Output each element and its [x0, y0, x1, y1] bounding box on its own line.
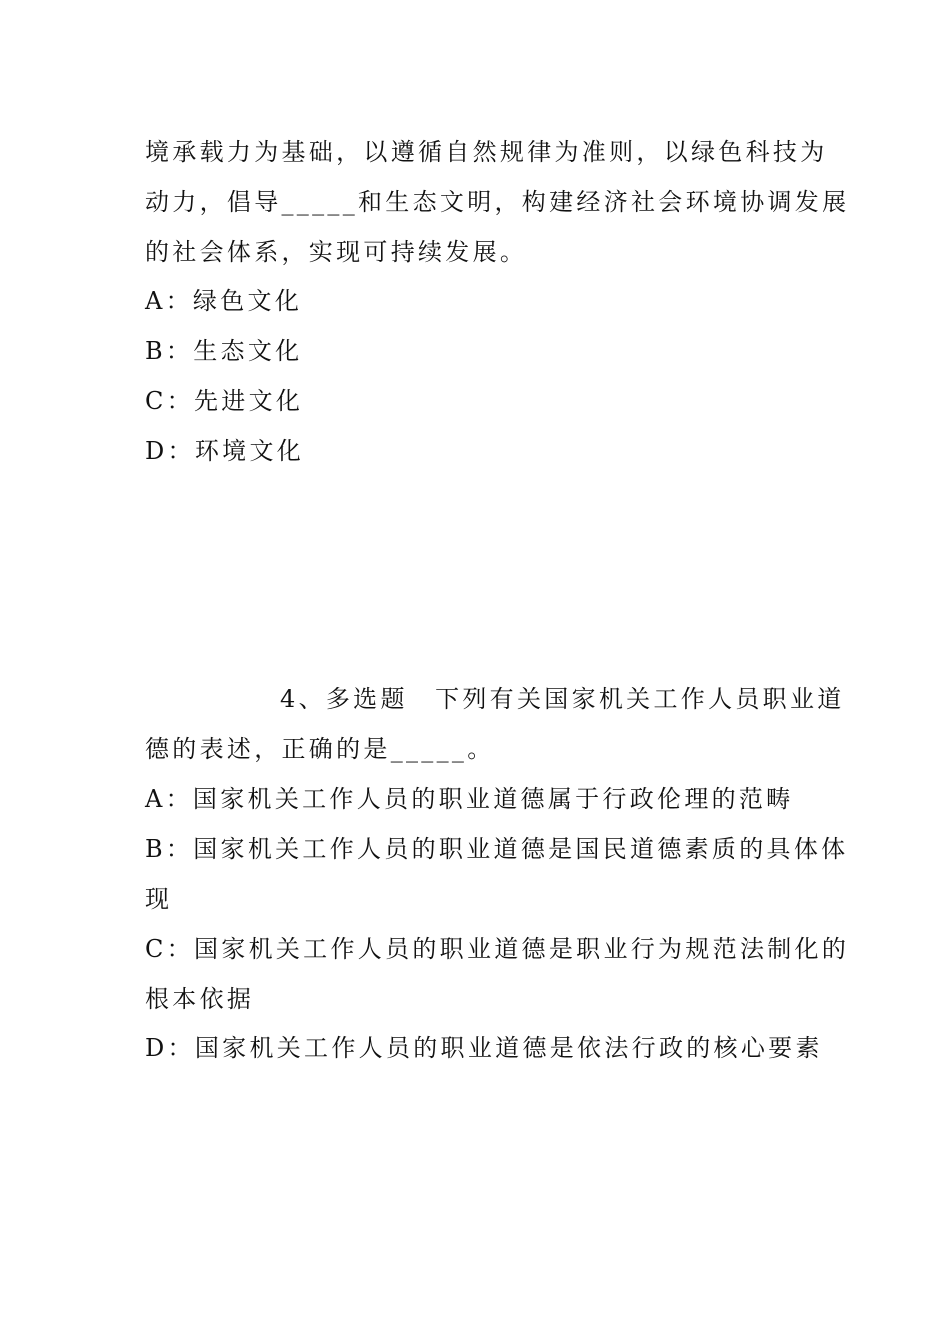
- q4-option-b-line-2: 现: [145, 885, 173, 913]
- q3-stem-line-3: 的社会体系，实现可持续发展。: [145, 238, 528, 266]
- q4-header: 4、多选题 下列有关国家机关工作人员职业道: [280, 685, 845, 713]
- q4-option-c-line-1: C：国家机关工作人员的职业道德是职业行为规范法制化的: [145, 935, 850, 963]
- q3-stem-line-1: 境承载力为基础，以遵循自然规律为准则，以绿色科技为: [145, 138, 828, 166]
- q4-option-c-line-2: 根本依据: [145, 985, 255, 1013]
- q4-option-a: A：国家机关工作人员的职业道德属于行政伦理的范畴: [145, 785, 794, 813]
- q3-option-c: C：先进文化: [145, 387, 304, 415]
- q4-option-b-line-1: B：国家机关工作人员的职业道德是国民道德素质的具体体: [145, 835, 849, 863]
- q3-option-b: B：生态文化: [145, 337, 303, 365]
- q4-option-d: D：国家机关工作人员的职业道德是依法行政的核心要素: [145, 1034, 823, 1062]
- q3-option-a: A：绿色文化: [145, 287, 303, 315]
- q3-stem-line-2: 动力，倡导_____和生态文明，构建经济社会环境协调发展: [145, 188, 850, 216]
- q3-option-d: D：环境文化: [145, 437, 305, 465]
- q4-stem-line-2: 德的表述，正确的是_____。: [145, 735, 495, 763]
